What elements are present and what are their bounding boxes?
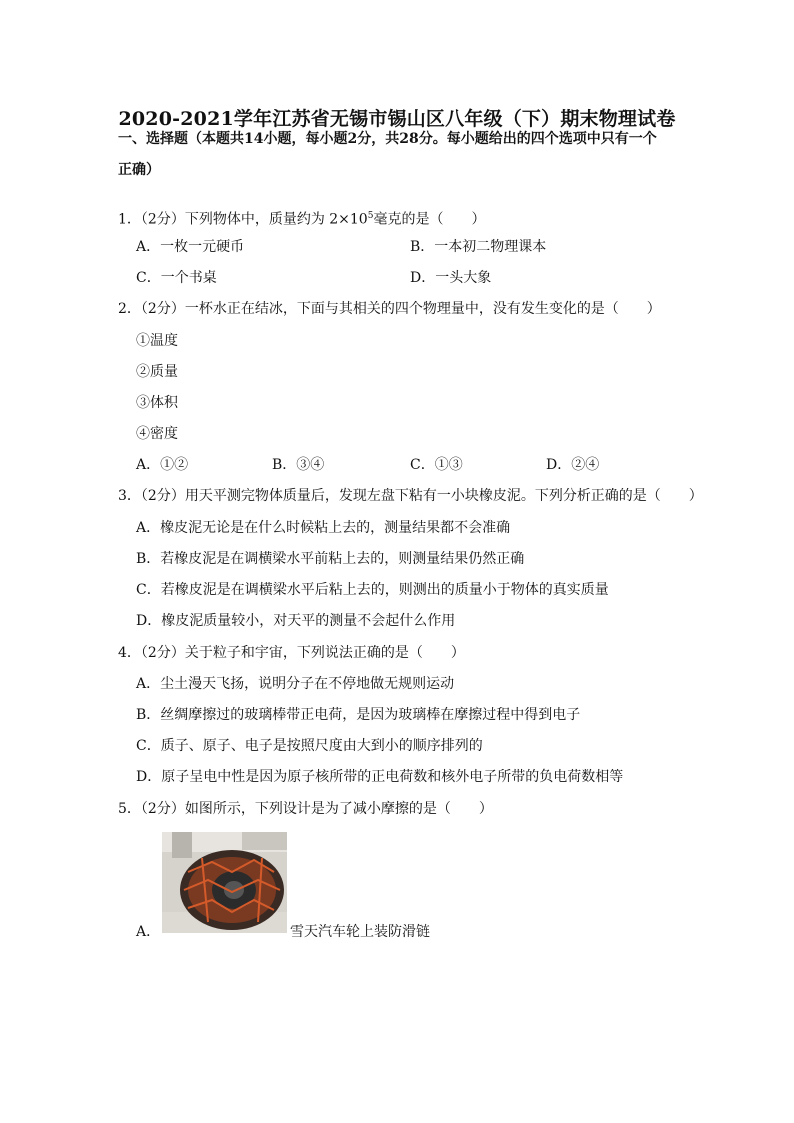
question-5-option-a-caption: 雪天汽车轮上装防滑链 <box>290 924 430 940</box>
question-2-item-1: ①温度 <box>136 333 178 349</box>
question-3-option-d: D．橡皮泥质量较小，对天平的测量不会起什么作用 <box>136 613 456 629</box>
question-1-option-b: B．一本初二物理课本 <box>410 239 547 255</box>
question-1-stem: 1．（2分）下列物体中，质量约为 $2\times 10^5$毫克的是（ ） <box>118 211 486 228</box>
question-2-option-a: A．①② <box>136 457 189 473</box>
section-heading <box>118 124 698 186</box>
question-2-option-d: D．②④ <box>546 457 600 473</box>
question-4-option-b: B．丝绸摩擦过的玻璃棒带正电荷，是因为玻璃棒在摩擦过程中得到电子 <box>136 707 581 723</box>
question-3-option-c: C．若橡皮泥是在调横梁水平后粘上去的，则测出的质量小于物体的真实质量 <box>136 582 609 598</box>
question-1-option-d: D．一头大象 <box>410 270 492 286</box>
question-4-stem: 4．（2分）关于粒子和宇宙，下列说法正确的是（ ） <box>118 645 465 661</box>
section-heading-line2: 正确） <box>118 162 160 178</box>
question-4-option-a: A．尘土漫天飞扬，说明分子在不停地做无规则运动 <box>136 676 455 692</box>
question-2-option-b: B．③④ <box>272 457 325 473</box>
question-2-option-c: C．①③ <box>410 457 463 473</box>
question-3-stem: 3．（2分）用天平测完物体质量后，发现左盘下粘有一小块橡皮泥。下列分析正确的是（ ） <box>118 488 703 504</box>
question-2-item-3: ③体积 <box>136 395 178 411</box>
question-2-item-2: ②质量 <box>136 364 178 380</box>
exam-title: 2020-2021学年江苏省无锡市锡山区八年级（下）期末物理试卷 <box>118 108 676 130</box>
question-4-option-d: D．原子呈电中性是因为原子核所带的正电荷数和核外电子所带的负电荷数相等 <box>136 769 624 785</box>
question-5-option-a-label: A． <box>136 924 161 940</box>
question-2-item-4: ④密度 <box>136 426 178 442</box>
question-5-stem: 5．（2分）如图所示，下列设计是为了减小摩擦的是（ ） <box>118 801 493 817</box>
section-heading-line1: 一、选择题（本题共14小题，每小题2分，共28分。每小题给出的四个选项中只有一个 <box>118 131 657 147</box>
question-3-option-a: A．橡皮泥无论是在什么时候粘上去的，测量结果都不会准确 <box>136 520 511 536</box>
question-3-option-b: B．若橡皮泥是在调横梁水平前粘上去的，则测量结果仍然正确 <box>136 551 525 567</box>
question-4-option-c: C．质子、原子、电子是按照尺度由大到小的顺序排列的 <box>136 738 483 754</box>
question-1-option-c: C．一个书桌 <box>136 270 217 286</box>
question-1-option-a: A．一枚一元硬币 <box>136 239 245 255</box>
snow-chain-tire-image <box>162 832 287 933</box>
question-2-stem: 2．（2分）一杯水正在结冰，下面与其相关的四个物理量中，没有发生变化的是（ ） <box>118 301 661 317</box>
